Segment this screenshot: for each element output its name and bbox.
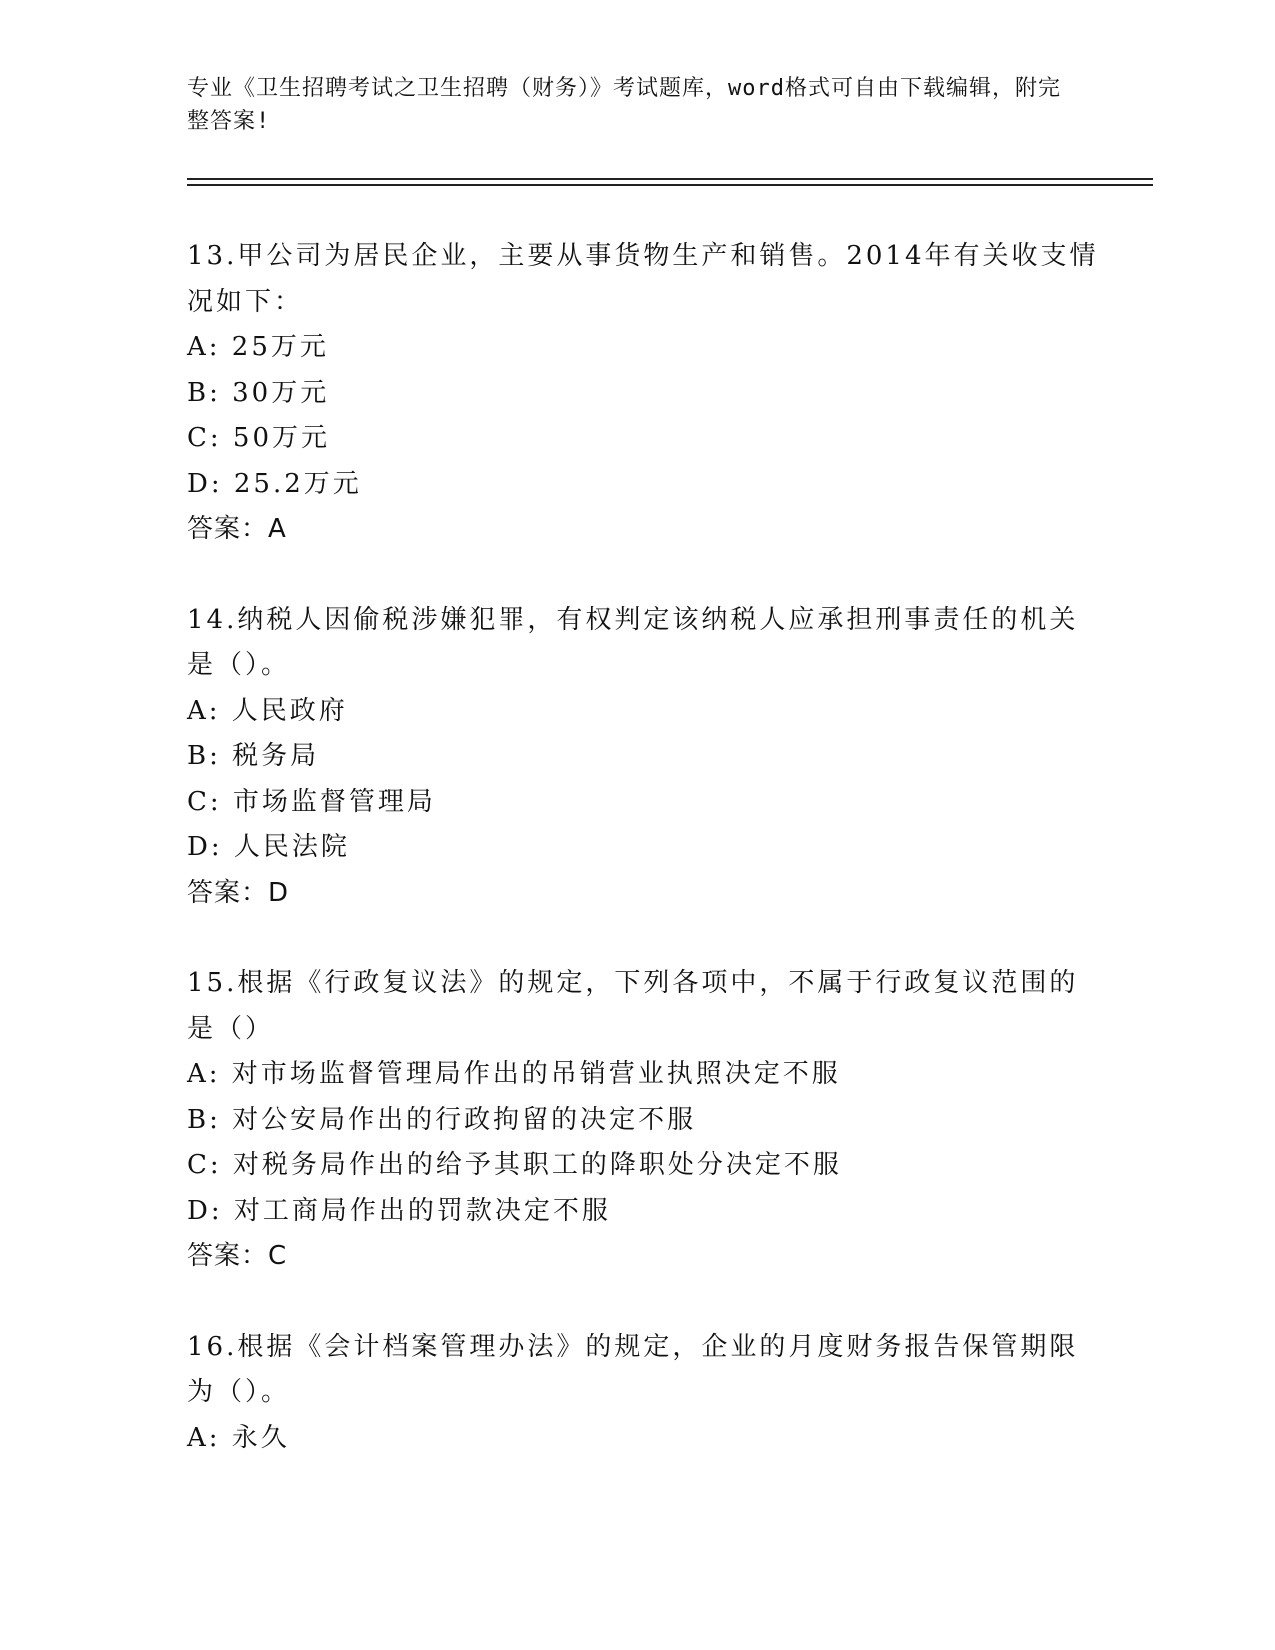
question-15 xyxy=(187,961,1107,1280)
option-d: D: 对工商局作出的罚款决定不服 xyxy=(187,1195,611,1226)
option-d: D: 人民法院 xyxy=(187,832,350,862)
answer-line: 答案：C xyxy=(187,1241,288,1271)
answer-line: 答案：A xyxy=(187,514,287,544)
option-b: B: 税务局 xyxy=(187,741,320,771)
option-b: B: 对公安局作出的行政拘留的决定不服 xyxy=(187,1104,697,1135)
question-stem: 16.根据《会计档案管理办法》的规定，企业的月度财务报告保管期限为（）。 xyxy=(187,1331,1079,1407)
question-14 xyxy=(187,598,1107,917)
option-c: C: 50万元 xyxy=(187,423,331,453)
header-rule-bottom xyxy=(187,184,1153,186)
question-stem: 13.甲公司为居民企业，主要从事货物生产和销售。2014年有关收支情况如下： xyxy=(187,241,1099,317)
question-list xyxy=(187,234,1107,1506)
question-13 xyxy=(187,234,1107,553)
option-c: C: 对税务局作出的给予其职工的降职处分决定不服 xyxy=(187,1150,842,1180)
question-16 xyxy=(187,1325,1107,1462)
question-stem: 14.纳税人因偷税涉嫌犯罪，有权判定该纳税人应承担刑事责任的机关是（）。 xyxy=(187,604,1079,680)
header-rule-top xyxy=(187,178,1153,180)
option-b: B: 30万元 xyxy=(187,377,330,408)
option-c: C: 市场监督管理局 xyxy=(187,786,436,817)
option-a: A: 人民政府 xyxy=(187,695,348,726)
option-a: A: 25万元 xyxy=(187,332,329,362)
question-stem: 15.根据《行政复议法》的规定，下列各项中，不属于行政复议范围的是（） xyxy=(187,968,1079,1044)
document-header: 专业《卫生招聘考试之卫生招聘（财务）》考试题库，word格式可自由下载编辑，附完整答案! xyxy=(187,76,1061,134)
option-d: D: 25.2万元 xyxy=(187,468,362,499)
answer-line: 答案：D xyxy=(187,877,290,908)
option-a: A: 永久 xyxy=(187,1422,290,1453)
option-a: A: 对市场监督管理局作出的吊销营业执照决定不服 xyxy=(187,1059,841,1089)
